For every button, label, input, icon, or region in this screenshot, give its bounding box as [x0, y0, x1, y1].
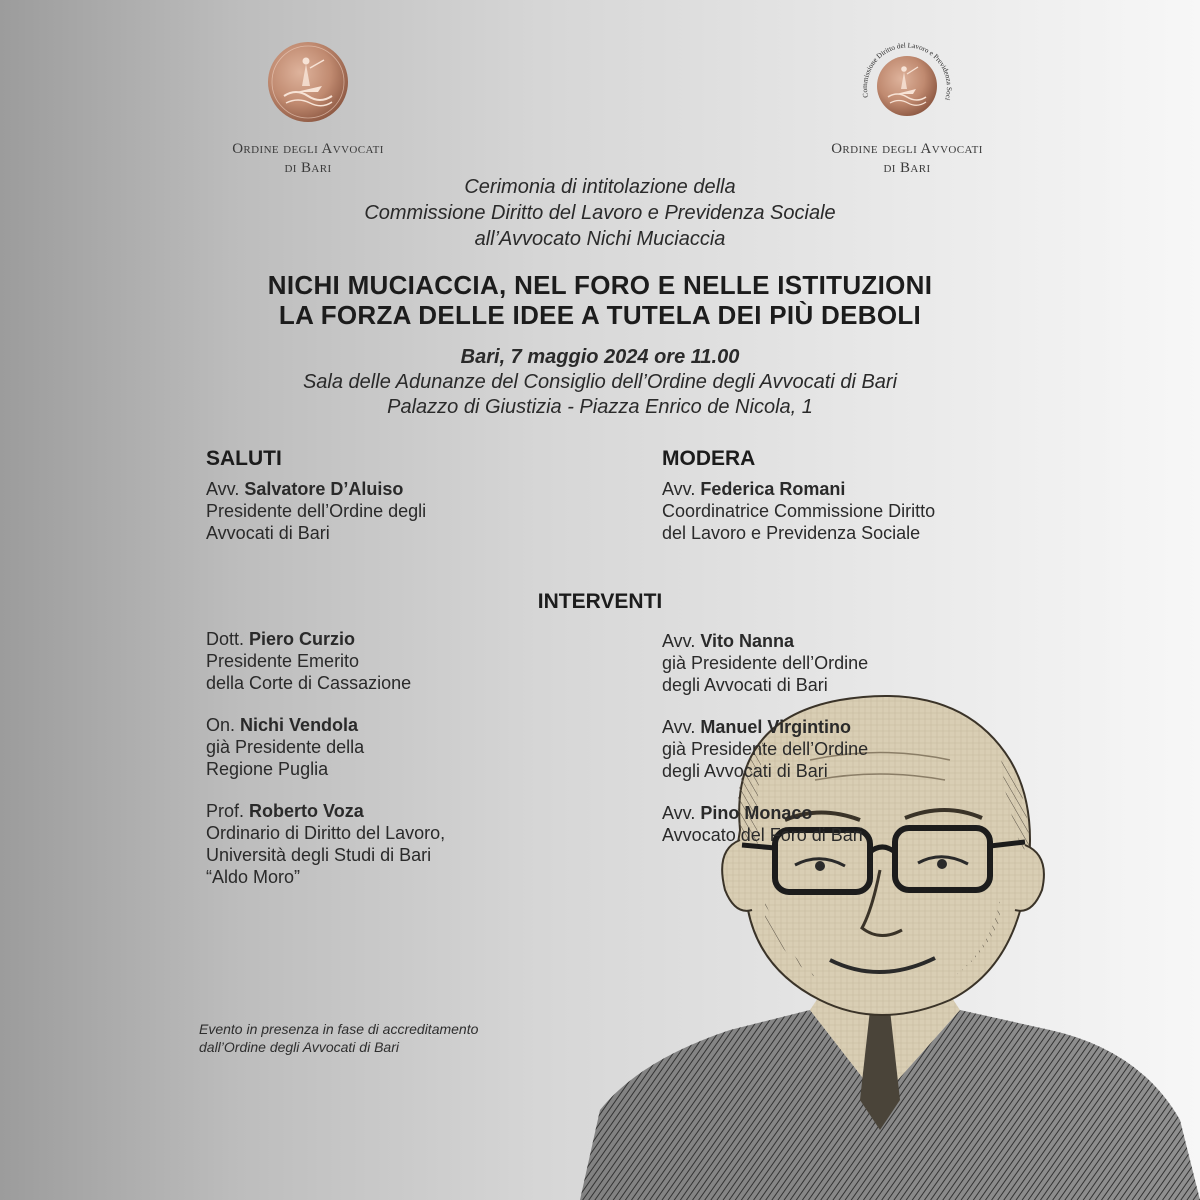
- speaker-role: Regione Puglia: [206, 759, 329, 779]
- interventi-left-column: [206, 628, 586, 908]
- modera-heading: MODERA: [662, 447, 756, 470]
- seal-coin-arc-icon: [852, 40, 962, 124]
- speaker-title: Avv.: [662, 631, 696, 651]
- speaker-role: già Presidente dell’Ordine: [662, 739, 869, 759]
- speaker-role: Università degli Studi di Bari: [206, 845, 432, 865]
- speaker-virgintino: [662, 716, 1042, 782]
- speaker-role: Coordinatrice Commissione Diritto: [662, 501, 936, 521]
- intro-text: [200, 174, 1000, 252]
- speaker-role: Ordinario di Diritto del Lavoro,: [206, 823, 446, 843]
- footnote-line2: dall’Ordine degli Avvocati di Bari: [199, 1039, 399, 1055]
- interventi-right-column: [662, 630, 1042, 866]
- logo-commissione-right: [822, 40, 992, 178]
- speaker-role: già Presidente dell’Ordine: [662, 653, 869, 673]
- event-address: Palazzo di Giustizia - Piazza Enrico de Nicola, 1: [387, 396, 813, 418]
- speaker-nanna: [662, 630, 1042, 696]
- speaker-role: Presidente dell’Ordine degli: [206, 501, 427, 521]
- logo-right-line1: Ordine degli Avvocati: [831, 141, 983, 157]
- speaker-role: Avvocato del Foro di Bari: [662, 825, 863, 845]
- modera-section: [662, 446, 1042, 544]
- title-line2: LA FORZA DELLE IDEE A TUTELA DEI PIÙ DEBOLI: [278, 300, 922, 330]
- speaker-role: “Aldo Moro”: [206, 867, 301, 887]
- logo-left-line2: di Bari: [284, 160, 332, 176]
- event-details: [150, 345, 1050, 420]
- event-venue: Sala delle Adunanze del Consiglio dell’Ordine degli Avvocati di Bari: [302, 371, 898, 393]
- speaker-name: Vito Nanna: [700, 631, 795, 651]
- intro-line3: all’Avvocato Nichi Muciaccia: [474, 228, 726, 250]
- speaker-role: degli Avvocati di Bari: [662, 761, 828, 781]
- speaker-name: Pino Monaco: [700, 803, 813, 823]
- speaker-role: Presidente Emerito: [206, 651, 360, 671]
- speaker-curzio: [206, 628, 586, 694]
- speaker-name: Roberto Voza: [249, 801, 364, 821]
- speaker-role: della Corte di Cassazione: [206, 673, 412, 693]
- speaker-role: degli Avvocati di Bari: [662, 675, 828, 695]
- saluti-heading: SALUTI: [206, 447, 282, 470]
- speaker-monaco: [662, 802, 1042, 846]
- intro-line2: Commissione Diritto del Lavoro e Previdenza Sociale: [364, 202, 836, 224]
- footnote-line1: Evento in presenza in fase di accreditamento: [199, 1021, 479, 1037]
- speaker-title: Avv.: [662, 479, 696, 499]
- speaker-name: Nichi Vendola: [240, 715, 359, 735]
- seal-coin-icon: [266, 40, 350, 124]
- speaker-title: Dott.: [206, 629, 245, 649]
- speaker-role: già Presidente della: [206, 737, 365, 757]
- speaker-title: Avv.: [662, 717, 696, 737]
- speaker-title: Avv.: [206, 479, 240, 499]
- saluti-section: [206, 446, 546, 544]
- speaker-name: Piero Curzio: [249, 629, 356, 649]
- logo-right-arc-text: Commissione Diritto del Lavoro e Previdenza Soci: [860, 41, 954, 102]
- speaker-role: del Lavoro e Previdenza Sociale: [662, 523, 921, 543]
- interventi-heading: INTERVENTI: [537, 590, 663, 613]
- speaker-name: Salvatore D’Aluiso: [244, 479, 404, 499]
- title-line1: NICHI MUCIACCIA, NEL FORO E NELLE ISTITUZIONI: [267, 270, 933, 300]
- speaker-title: On.: [206, 715, 236, 735]
- speaker-title: Avv.: [662, 803, 696, 823]
- speaker-vendola: [206, 714, 586, 780]
- logo-left-line1: Ordine degli Avvocati: [232, 141, 384, 157]
- accreditation-note: [199, 1020, 619, 1056]
- speaker-saluti: [206, 478, 546, 544]
- speaker-modera: [662, 478, 1042, 544]
- speaker-name: Federica Romani: [700, 479, 846, 499]
- event-title: [150, 270, 1050, 330]
- logo-right-line2: di Bari: [883, 160, 931, 176]
- logo-ordine-avvocati-left: [228, 40, 388, 178]
- intro-line1: Cerimonia di intitolazione della: [464, 176, 736, 198]
- speaker-title: Prof.: [206, 801, 245, 821]
- speaker-voza: [206, 800, 586, 888]
- speaker-name: Manuel Virgintino: [700, 717, 852, 737]
- speaker-role: Avvocati di Bari: [206, 523, 330, 543]
- event-date: Bari, 7 maggio 2024 ore 11.00: [460, 346, 740, 368]
